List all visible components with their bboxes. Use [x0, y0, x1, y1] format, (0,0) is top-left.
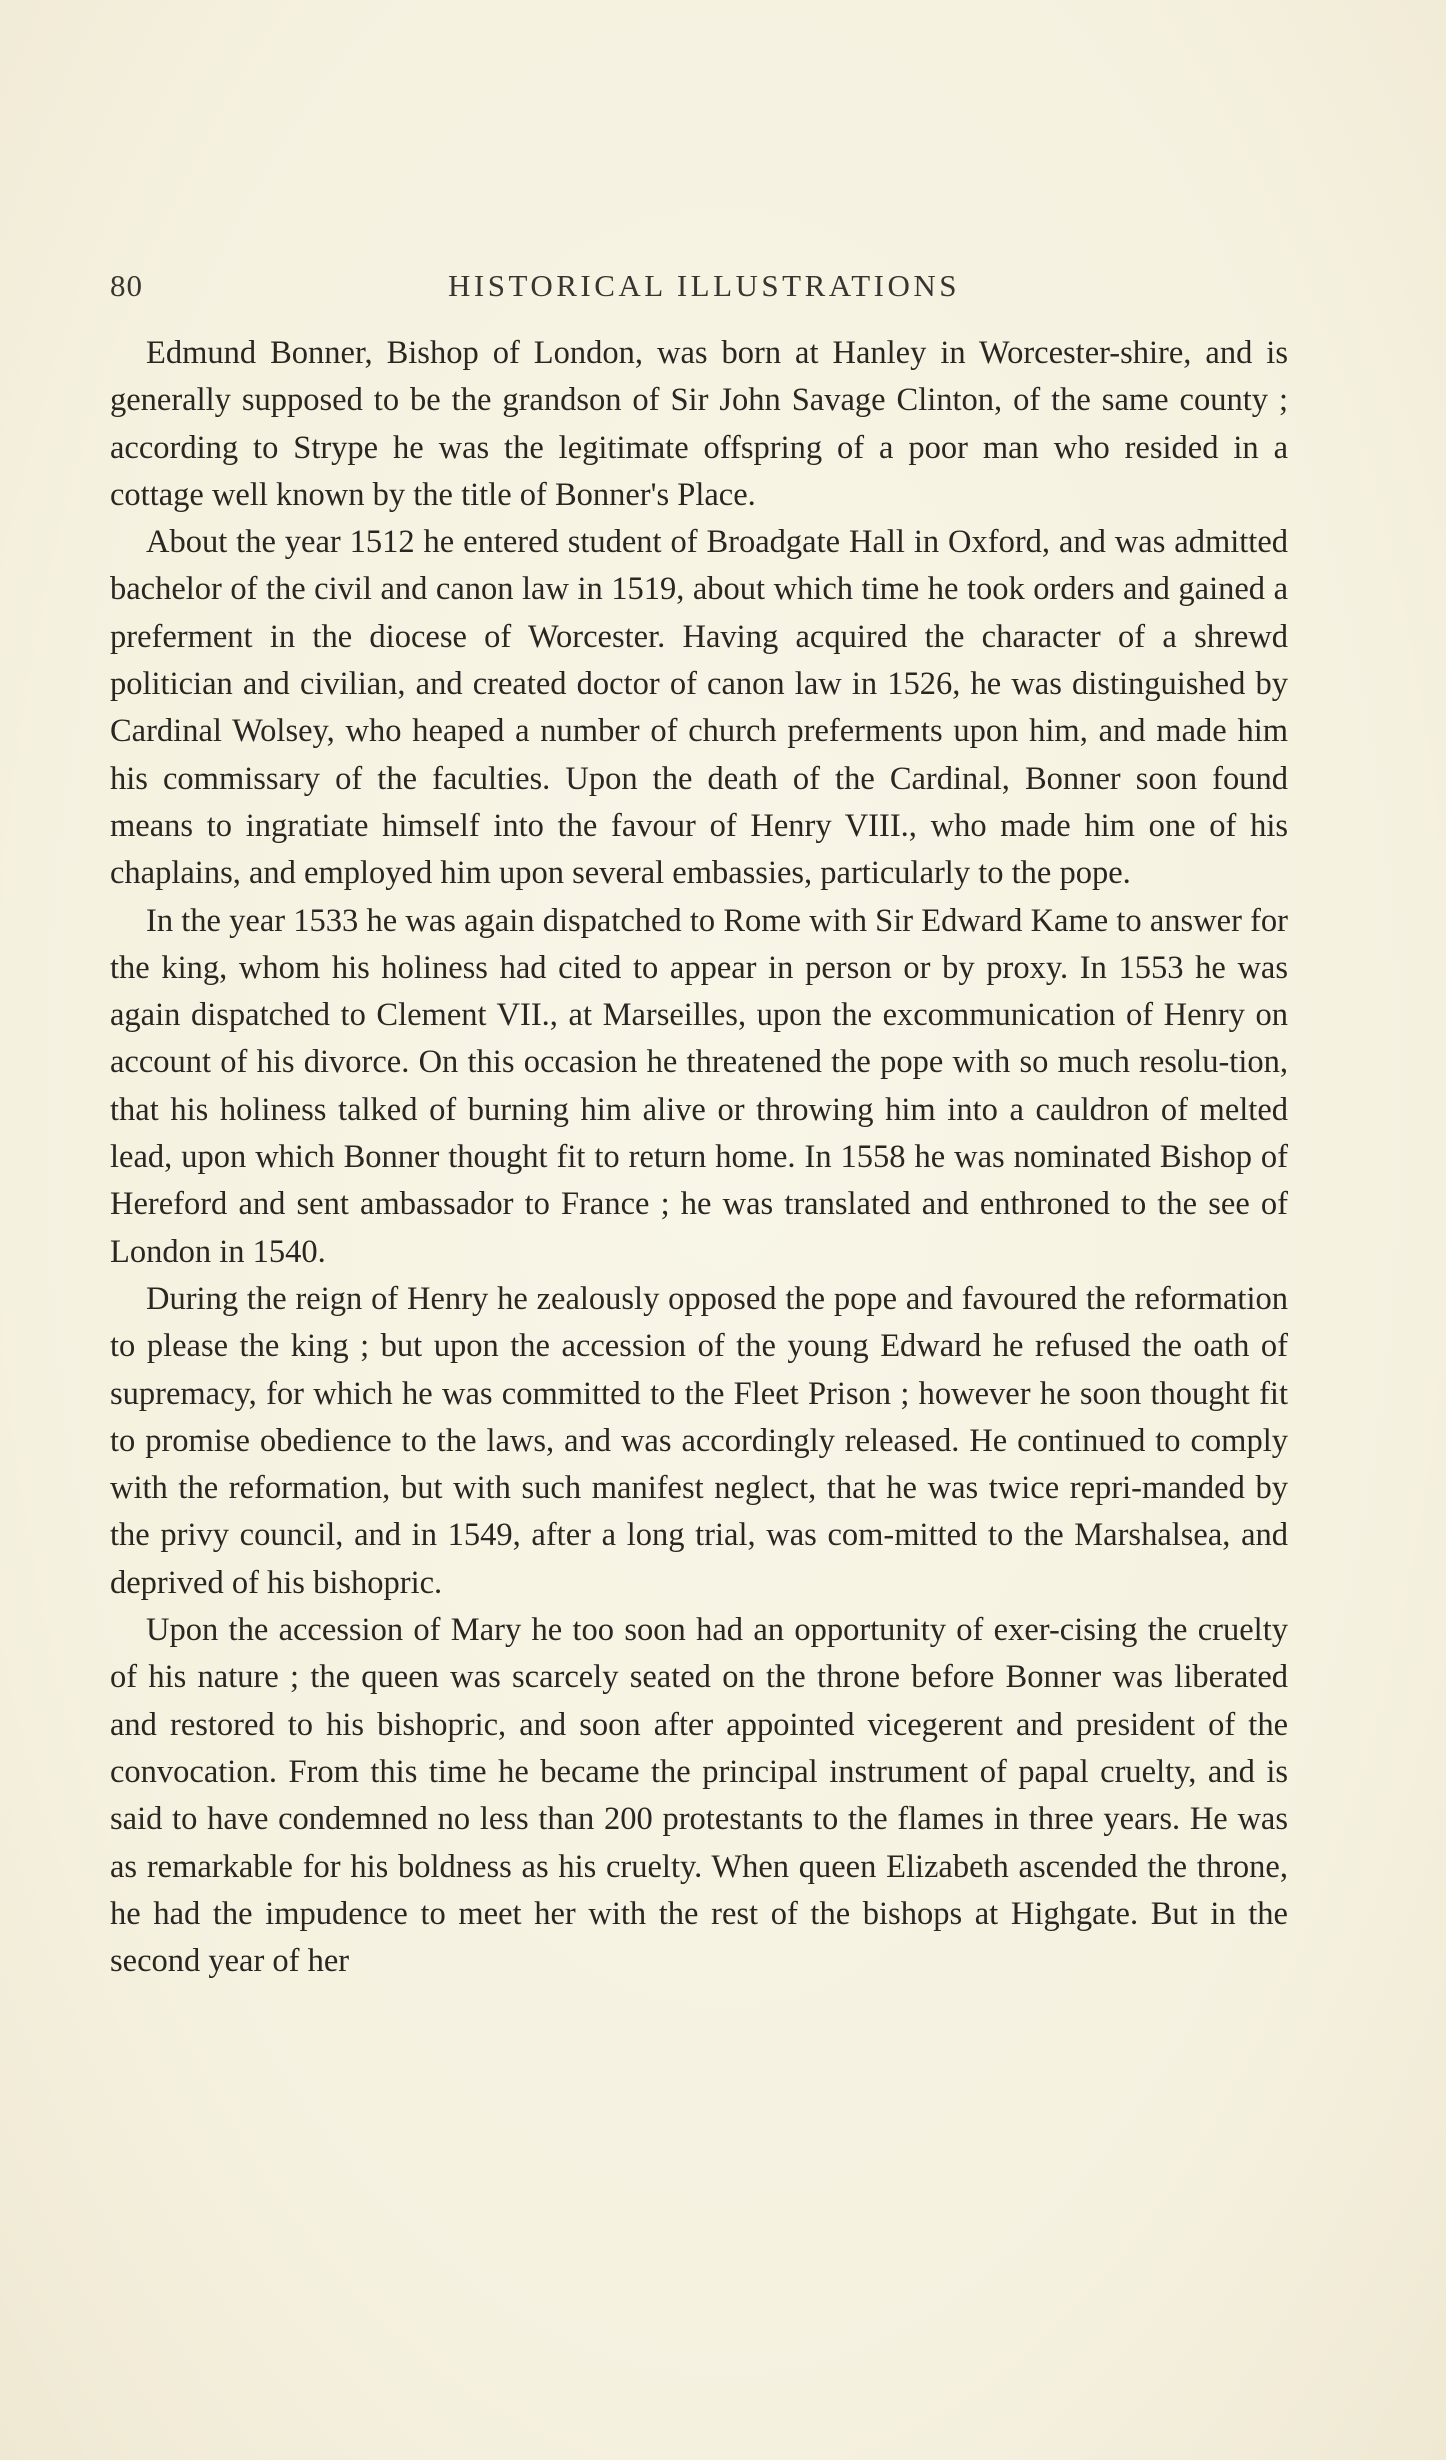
page-number: 80 — [110, 268, 143, 303]
paragraph-birth: Edmund Bonner, Bishop of London, was born at Hanley in Worcester-shire, and is generally supposed to be the grandson of Sir John Savage Clinton, of the same county ; according to Strype he was the legitimate offspring of a poor man who resided in a cottage well known by the title of Bonner's Place. — [110, 335, 1288, 513]
paragraph-mary-reign: Upon the accession of Mary he too soon had an opportunity of exer-cising the cruelty of his nature ; the queen was scarcely seated on the throne before Bonner was liberated and restored to his bishopric, and soon after appointed vicegerent and president of the convocation. From this time he became the principal instrument of papal cruelty, and is said to have condemned no less than 200 protestants to the flames in three years. He was as remarkable for his boldness as his cruelty. When queen Elizabeth ascended the throne, he had the impudence to meet her with the rest of the bishops at Highgate. But in the second year of her — [110, 1612, 1288, 1980]
paragraph-embassies: In the year 1533 he was again dispatched to Rome with Sir Edward Kame to answer for the king, whom his holiness had cited to appear in person or by proxy. In 1553 he was again dispatched to Clement VII., at Marseilles, upon the excommunication of Henry on account of his divorce. On this occasion he threatened the pope with so much resolu-tion, that his holiness talked of burning him alive or throwing him into a cauldron of melted lead, upon which Bonner thought fit to return home. In 1558 he was nominated Bishop of Hereford and sent ambassador to France ; he was translated and enthroned to the see of London in 1540. — [110, 902, 1288, 1270]
body-text — [110, 330, 1288, 1985]
running-title: HISTORICAL ILLUSTRATIONS — [448, 268, 960, 303]
paragraph-reformation: During the reign of Henry he zealously opposed the pope and favoured the reformation to please the king ; but upon the accession of the young Edward he refused the oath of supremacy, for which he was committed to the Fleet Prison ; however he soon thought fit to promise obedience to the laws, and was accordingly released. He continued to comply with the reformation, but with such manifest neglect, that he was twice repri-manded by the privy council, and in 1549, after a long trial, was com-mitted to the Marshalsea, and deprived of his bishopric. — [110, 1280, 1288, 1601]
paragraph-early-career: About the year 1512 he entered student of Broadgate Hall in Oxford, and was admitted bachelor of the civil and canon law in 1519, about which time he took orders and gained a preferment in the diocese of Worcester. Having acquired the character of a shrewd politician and civilian, and created doctor of canon law in 1526, he was distinguished by Cardinal Wolsey, who heaped a number of church preferments upon him, and made him his commissary of the faculties. Upon the death of the Cardinal, Bonner soon found means to ingratiate himself into the favour of Henry VIII., who made him one of his chaplains, and employed him upon several embassies, particularly to the pope. — [110, 524, 1288, 892]
running-head — [0, 268, 1446, 308]
